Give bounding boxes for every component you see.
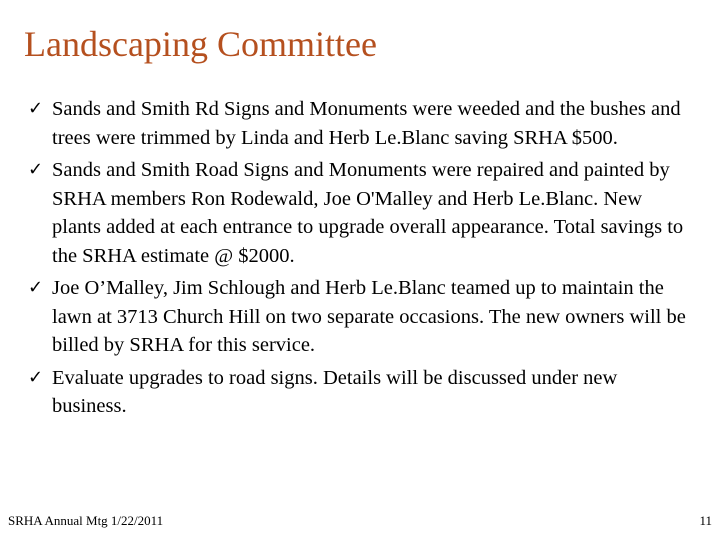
bullet-item [28, 95, 696, 152]
bullet-item [28, 274, 696, 360]
checkmark-icon: ✓ [28, 159, 44, 180]
checkmark-icon: ✓ [28, 277, 44, 298]
checkmark-icon: ✓ [28, 98, 44, 119]
bullet-list [28, 95, 696, 425]
checkmark-icon: ✓ [28, 366, 44, 388]
bullet-item [28, 156, 696, 270]
bullet-text: Sands and Smith Rd Signs and Monuments were weeded and the bushes and trees were trimmed by Linda and Herb Le.Blanc saving SRHA $500. [52, 98, 681, 149]
bullet-item [28, 364, 696, 421]
slide-title: Landscaping Committee [24, 24, 377, 64]
bullet-text: Evaluate upgrades to road signs. Details will be discussed under new business. [52, 366, 618, 417]
footer-meeting-label: SRHA Annual Mtg 1/22/2011 [8, 513, 164, 528]
bullet-text: Sands and Smith Road Signs and Monuments were repaired and painted by SRHA members Ron Rodewald, Joe O'Malley and Herb Le.Blanc. New plants added at each entrance to upgrade overall appearance. Total savings to the SRHA estimate @ $2000. [52, 159, 684, 267]
page-number: 11 [699, 513, 712, 528]
bullet-text: Joe O’Malley, Jim Schlough and Herb Le.Blanc teamed up to maintain the lawn at 3713 Church Hill on two separate occasions. The new owners will be billed by SRHA for this service. [52, 277, 686, 356]
